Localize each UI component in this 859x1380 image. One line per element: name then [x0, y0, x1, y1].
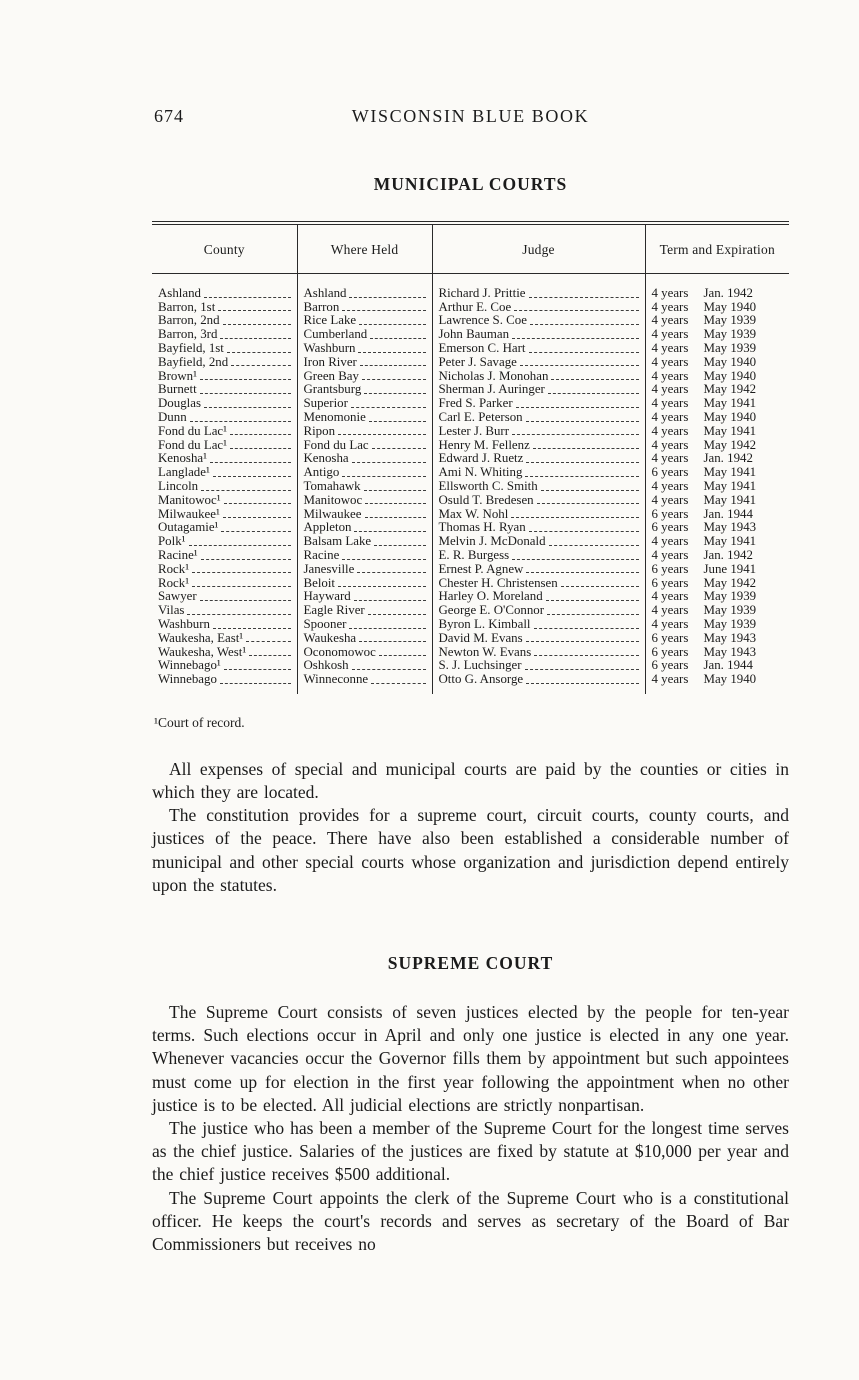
dash-leader — [541, 490, 639, 491]
where-held-cell: Hayward — [297, 590, 432, 604]
dash-leader — [379, 655, 426, 656]
county-cell: Washburn — [152, 618, 297, 632]
dash-leader — [200, 600, 291, 601]
where-held-cell: Tomahawk — [297, 480, 432, 494]
county-cell: Manitowoc¹ — [152, 494, 297, 508]
dash-leader — [365, 503, 425, 504]
county-cell: Barron, 3rd — [152, 328, 297, 342]
judge-cell: Sherman J. Auringer — [432, 383, 645, 397]
dash-leader — [187, 614, 290, 615]
dash-leader — [551, 379, 638, 380]
judge-cell: Melvin J. McDonald — [432, 535, 645, 549]
county-cell: Sawyer — [152, 590, 297, 604]
dash-leader — [249, 655, 290, 656]
where-held-cell: Winneconne — [297, 673, 432, 694]
dash-leader — [200, 379, 291, 380]
judge-cell: Edward J. Ruetz — [432, 452, 645, 466]
dash-leader — [526, 683, 638, 684]
where-held-cell: Appleton — [297, 521, 432, 535]
page-number: 674 — [154, 106, 184, 126]
dash-leader — [342, 310, 425, 311]
county-cell: Winnebago — [152, 673, 297, 694]
dash-leader — [514, 310, 638, 311]
dash-leader — [516, 407, 639, 408]
dash-leader — [561, 586, 639, 587]
dash-leader — [230, 434, 290, 435]
table-row — [152, 590, 789, 604]
dash-leader — [525, 476, 638, 477]
where-held-cell: Eagle River — [297, 604, 432, 618]
dash-leader — [204, 407, 291, 408]
county-cell: Barron, 1st — [152, 301, 297, 315]
judge-cell: Osuld T. Bredesen — [432, 494, 645, 508]
county-cell: Racine¹ — [152, 549, 297, 563]
dash-leader — [220, 338, 290, 339]
table-row — [152, 508, 789, 522]
term-cell: 4 years May 1939 — [645, 314, 789, 328]
table-row — [152, 370, 789, 384]
dash-leader — [364, 490, 426, 491]
where-held-cell: Ripon — [297, 425, 432, 439]
dash-leader — [221, 531, 290, 532]
judge-cell: Peter J. Savage — [432, 356, 645, 370]
where-held-cell: Barron — [297, 301, 432, 315]
term-cell: 4 years May 1939 — [645, 618, 789, 632]
county-cell: Burnett — [152, 383, 297, 397]
dash-leader — [374, 545, 425, 546]
dash-leader — [370, 338, 425, 339]
where-held-cell: Oconomowoc — [297, 646, 432, 660]
county-cell: Bayfield, 1st — [152, 342, 297, 356]
term-cell: 6 years Jan. 1944 — [645, 508, 789, 522]
county-cell: Vilas — [152, 604, 297, 618]
term-cell: 6 years May 1943 — [645, 521, 789, 535]
where-held-cell: Antigo — [297, 466, 432, 480]
dash-leader — [201, 559, 291, 560]
judge-cell: Max W. Nohl — [432, 508, 645, 522]
judge-cell: Richard J. Prittie — [432, 274, 645, 301]
term-cell: 4 years May 1939 — [645, 590, 789, 604]
dash-leader — [342, 476, 425, 477]
dash-leader — [231, 365, 290, 366]
dash-leader — [338, 586, 425, 587]
where-held-cell: Milwaukee — [297, 508, 432, 522]
dash-leader — [354, 531, 425, 532]
term-cell: 4 years May 1940 — [645, 301, 789, 315]
dash-leader — [192, 586, 290, 587]
dash-leader — [526, 421, 639, 422]
section-title-supreme-court: SUPREME COURT — [387, 952, 554, 973]
column-header-judge: Judge — [432, 223, 645, 274]
dash-leader — [529, 352, 639, 353]
table-row — [152, 452, 789, 466]
judge-cell: S. J. Luchsinger — [432, 659, 645, 673]
table-row — [152, 673, 789, 694]
judge-cell: Thomas H. Ryan — [432, 521, 645, 535]
dash-leader — [547, 614, 638, 615]
judge-cell: Carl E. Peterson — [432, 411, 645, 425]
column-header-term: Term and Expiration — [645, 223, 789, 274]
dash-leader — [529, 297, 639, 298]
paragraph-expenses: All expenses of special and municipal courts are paid by the counties or cities in which they are located. — [152, 758, 789, 802]
dash-leader — [533, 448, 639, 449]
table-header — [152, 223, 789, 274]
table-row — [152, 494, 789, 508]
dash-leader — [372, 448, 426, 449]
dash-leader — [371, 683, 425, 684]
county-cell: Outagamie¹ — [152, 521, 297, 535]
judge-cell: Chester H. Christensen — [432, 577, 645, 591]
dash-leader — [349, 297, 425, 298]
judge-cell: Ami N. Whiting — [432, 466, 645, 480]
dash-leader — [526, 641, 639, 642]
judge-cell: Byron L. Kimball — [432, 618, 645, 632]
term-cell: 4 years May 1939 — [645, 328, 789, 342]
dash-leader — [224, 669, 291, 670]
dash-leader — [246, 641, 290, 642]
judge-cell: Fred S. Parker — [432, 397, 645, 411]
judge-cell: Arthur E. Coe — [432, 301, 645, 315]
table-row — [152, 659, 789, 673]
county-cell: Milwaukee¹ — [152, 508, 297, 522]
column-header-where-held: Where Held — [297, 223, 432, 274]
judge-cell: John Bauman — [432, 328, 645, 342]
table-row — [152, 425, 789, 439]
table-row — [152, 439, 789, 453]
dash-leader — [342, 559, 425, 560]
term-cell: 6 years May 1943 — [645, 632, 789, 646]
county-cell: Dunn — [152, 411, 297, 425]
where-held-cell: Racine — [297, 549, 432, 563]
where-held-cell: Fond du Lac — [297, 439, 432, 453]
table-row — [152, 274, 789, 301]
dash-leader — [537, 503, 639, 504]
judge-cell: Nicholas J. Monohan — [432, 370, 645, 384]
dash-leader — [526, 572, 638, 573]
table-row — [152, 397, 789, 411]
county-cell: Brown¹ — [152, 370, 297, 384]
dash-leader — [520, 365, 639, 366]
where-held-cell: Balsam Lake — [297, 535, 432, 549]
dash-leader — [357, 572, 425, 573]
dash-leader — [512, 338, 638, 339]
county-cell: Langlade¹ — [152, 466, 297, 480]
county-cell: Fond du Lac¹ — [152, 439, 297, 453]
judge-cell: Emerson C. Hart — [432, 342, 645, 356]
table-row — [152, 563, 789, 577]
dash-leader — [201, 490, 290, 491]
dash-leader — [512, 434, 638, 435]
term-cell: 6 years May 1943 — [645, 646, 789, 660]
county-cell: Fond du Lac¹ — [152, 425, 297, 439]
where-held-cell: Janesville — [297, 563, 432, 577]
running-head — [152, 106, 789, 127]
where-held-cell: Iron River — [297, 356, 432, 370]
table-row — [152, 342, 789, 356]
where-held-cell: Green Bay — [297, 370, 432, 384]
dash-leader — [365, 517, 426, 518]
table-row — [152, 549, 789, 563]
dash-leader — [526, 462, 638, 463]
municipal-courts-table — [152, 221, 789, 694]
where-held-cell: Kenosha — [297, 452, 432, 466]
judge-cell: E. R. Burgess — [432, 549, 645, 563]
term-cell: 4 years May 1942 — [645, 383, 789, 397]
where-held-cell: Superior — [297, 397, 432, 411]
dash-leader — [351, 407, 426, 408]
dash-leader — [369, 421, 426, 422]
paragraph-constitution: The constitution provides for a supreme court, circuit courts, county courts, and justices of the peace. There have also been established a considerable number of municipal and other special courts whose organization and jurisdiction depend entirely upon the statutes. — [152, 805, 789, 895]
judge-cell: Henry M. Fellenz — [432, 439, 645, 453]
dash-leader — [352, 669, 426, 670]
table-row — [152, 356, 789, 370]
term-cell: 4 years May 1940 — [645, 370, 789, 384]
judge-cell: Lester J. Burr — [432, 425, 645, 439]
term-cell: 4 years May 1940 — [645, 411, 789, 425]
dash-leader — [224, 503, 291, 504]
table-row — [152, 521, 789, 535]
term-cell: 4 years Jan. 1942 — [645, 274, 789, 301]
dash-leader — [358, 352, 425, 353]
judge-cell: Lawrence S. Coe — [432, 314, 645, 328]
judge-cell: Ellsworth C. Smith — [432, 480, 645, 494]
where-held-cell: Cumberland — [297, 328, 432, 342]
term-cell: 6 years June 1941 — [645, 563, 789, 577]
judge-cell: Ernest P. Agnew — [432, 563, 645, 577]
table-row — [152, 632, 789, 646]
header-row — [152, 223, 789, 274]
term-cell: 6 years May 1942 — [645, 577, 789, 591]
dash-leader — [338, 434, 425, 435]
dash-leader — [223, 517, 291, 518]
section-title-municipal-courts: MUNICIPAL COURTS — [373, 174, 568, 194]
term-cell: 4 years Jan. 1942 — [645, 549, 789, 563]
dash-leader — [230, 448, 290, 449]
dash-leader — [213, 628, 291, 629]
dash-leader — [354, 600, 426, 601]
term-cell: 6 years Jan. 1944 — [645, 659, 789, 673]
where-held-cell: Ashland — [297, 274, 432, 301]
county-cell: Waukesha, West¹ — [152, 646, 297, 660]
dash-leader — [227, 352, 291, 353]
term-cell: 4 years May 1941 — [645, 397, 789, 411]
table-row — [152, 646, 789, 660]
dash-leader — [368, 614, 426, 615]
dash-leader — [534, 655, 638, 656]
county-cell: Lincoln — [152, 480, 297, 494]
term-cell: 6 years May 1941 — [645, 466, 789, 480]
table-row — [152, 383, 789, 397]
where-held-cell: Waukesha — [297, 632, 432, 646]
page-content — [152, 0, 789, 1256]
dash-leader — [192, 572, 290, 573]
county-cell: Douglas — [152, 397, 297, 411]
dash-leader — [218, 310, 290, 311]
dash-leader — [529, 531, 639, 532]
dash-leader — [546, 600, 639, 601]
dash-leader — [189, 545, 291, 546]
dash-leader — [220, 683, 291, 684]
table-row — [152, 480, 789, 494]
dash-leader — [200, 393, 291, 394]
term-cell: 4 years May 1941 — [645, 425, 789, 439]
running-title: WISCONSIN BLUE BOOK — [351, 106, 590, 126]
table-row — [152, 535, 789, 549]
table-row — [152, 618, 789, 632]
dash-leader — [359, 641, 425, 642]
dash-leader — [511, 517, 638, 518]
judge-cell: Otto G. Ansorge — [432, 673, 645, 694]
term-cell: 4 years May 1939 — [645, 342, 789, 356]
column-header-county: County — [152, 223, 297, 274]
where-held-cell: Manitowoc — [297, 494, 432, 508]
paragraph-supreme-court-2: The justice who has been a member of the Supreme Court for the longest time serves as the chief justice. Salaries of the justices are fixed by statute at $10,000 per year and the chief justice receives $500 additional. — [152, 1117, 789, 1185]
table-row — [152, 577, 789, 591]
judge-cell: Newton W. Evans — [432, 646, 645, 660]
municipal-courts-body — [152, 274, 789, 694]
county-cell: Bayfield, 2nd — [152, 356, 297, 370]
dash-leader — [213, 476, 291, 477]
table-row — [152, 411, 789, 425]
county-cell: Rock¹ — [152, 563, 297, 577]
table-row — [152, 466, 789, 480]
term-cell: 4 years May 1941 — [645, 494, 789, 508]
county-cell: Barron, 2nd — [152, 314, 297, 328]
dash-leader — [349, 628, 425, 629]
dash-leader — [204, 297, 291, 298]
table-footnote: ¹Court of record. — [154, 714, 245, 730]
table-row — [152, 314, 789, 328]
paragraph-supreme-court-3: The Supreme Court appoints the clerk of the Supreme Court who is a constitutional officer. He keeps the court's records and serves as secretary of the Board of Bar Commissioners but receives no — [152, 1187, 789, 1254]
dash-leader — [352, 462, 426, 463]
term-cell: 4 years May 1942 — [645, 439, 789, 453]
term-cell: 4 years May 1940 — [645, 673, 789, 694]
where-held-cell: Menomonie — [297, 411, 432, 425]
dash-leader — [512, 559, 638, 560]
county-cell: Waukesha, East¹ — [152, 632, 297, 646]
judge-cell: George E. O'Connor — [432, 604, 645, 618]
dash-leader — [190, 421, 291, 422]
dash-leader — [359, 324, 425, 325]
term-cell: 4 years May 1940 — [645, 356, 789, 370]
dash-leader — [364, 393, 425, 394]
dash-leader — [360, 365, 426, 366]
judge-cell: Harley O. Moreland — [432, 590, 645, 604]
table-row — [152, 301, 789, 315]
county-cell: Winnebago¹ — [152, 659, 297, 673]
county-cell: Polk¹ — [152, 535, 297, 549]
dash-leader — [530, 324, 639, 325]
term-cell: 4 years May 1941 — [645, 480, 789, 494]
dash-leader — [548, 393, 639, 394]
where-held-cell: Beloit — [297, 577, 432, 591]
dash-leader — [210, 462, 291, 463]
paragraph-supreme-court-1: The Supreme Court consists of seven justices elected by the people for ten-year terms. Such elections occur in April and only one justice is elected in any one year. Whenever vacancies occur the Governor fills them by appointment but such appointees must come up for election in the first year following the appointment when no other justice is to be elected. All judicial elections are strictly nonpartisan. — [152, 1001, 789, 1115]
where-held-cell: Rice Lake — [297, 314, 432, 328]
where-held-cell: Spooner — [297, 618, 432, 632]
where-held-cell: Oshkosh — [297, 659, 432, 673]
term-cell: 4 years May 1941 — [645, 535, 789, 549]
judge-cell: David M. Evans — [432, 632, 645, 646]
dash-leader — [534, 628, 639, 629]
dash-leader — [362, 379, 426, 380]
term-cell: 4 years Jan. 1942 — [645, 452, 789, 466]
term-cell: 4 years May 1939 — [645, 604, 789, 618]
where-held-cell: Grantsburg — [297, 383, 432, 397]
table-row — [152, 604, 789, 618]
where-held-cell: Washburn — [297, 342, 432, 356]
county-cell: Ashland — [152, 274, 297, 301]
dash-leader — [549, 545, 639, 546]
county-cell: Rock¹ — [152, 577, 297, 591]
table-row — [152, 328, 789, 342]
county-cell: Kenosha¹ — [152, 452, 297, 466]
dash-leader — [223, 324, 291, 325]
dash-leader — [525, 669, 639, 670]
